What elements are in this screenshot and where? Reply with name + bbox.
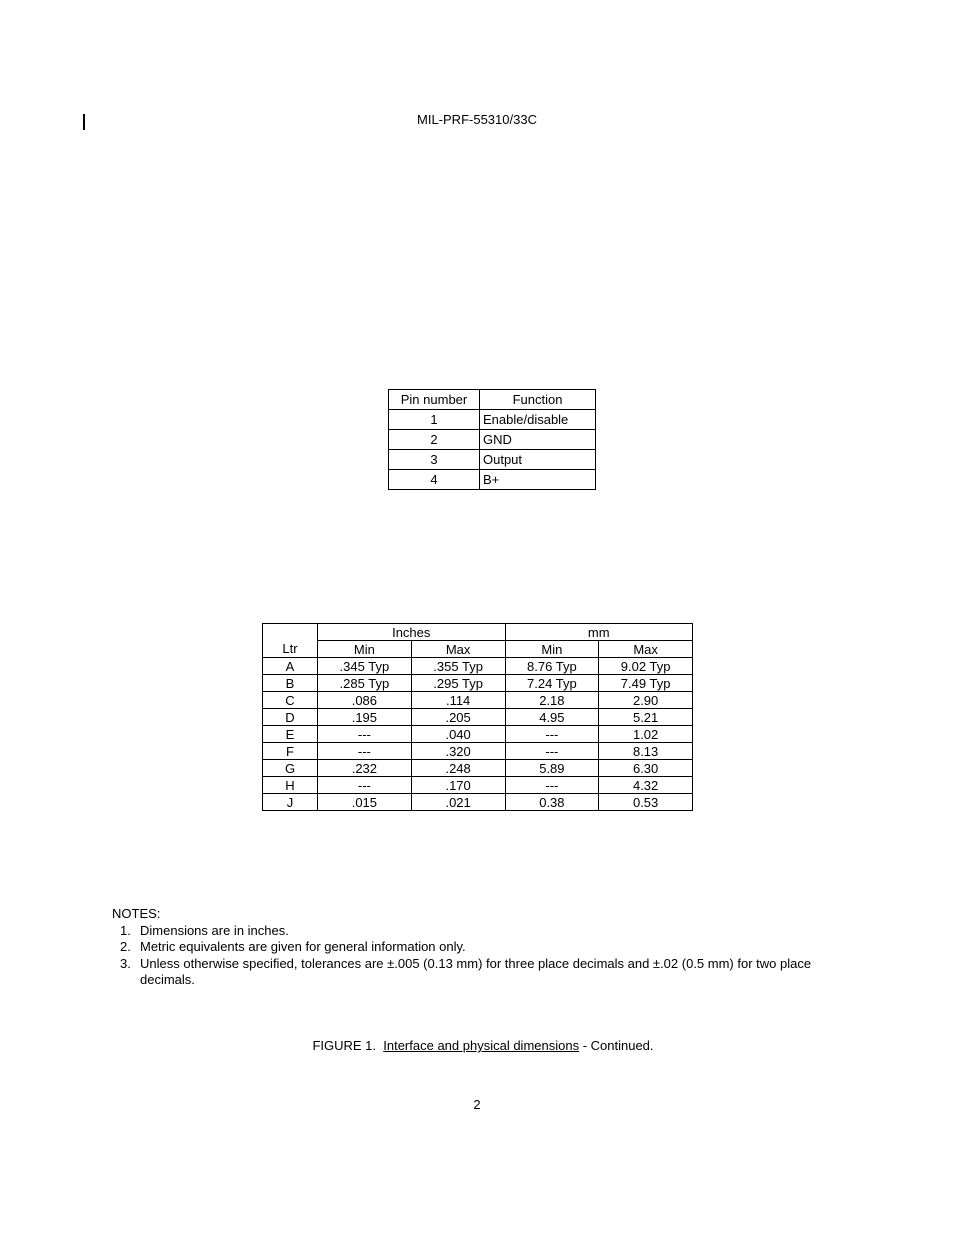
- inches-min-cell: .285 Typ: [318, 675, 412, 692]
- inches-max-cell: .355 Typ: [411, 658, 505, 675]
- pin-function-cell: B+: [480, 470, 596, 490]
- pin-function-table: [388, 389, 596, 490]
- ltr-cell: G: [263, 760, 318, 777]
- note-item: [112, 939, 842, 956]
- inches-min-cell: .345 Typ: [318, 658, 412, 675]
- notes-list: [112, 923, 842, 989]
- note-number: 1.: [120, 922, 131, 938]
- mm-max-cell: 5.21: [599, 709, 693, 726]
- pin-number-cell: 1: [389, 410, 480, 430]
- note-item: [112, 923, 842, 940]
- pin-number-cell: 2: [389, 430, 480, 450]
- mm-min-cell: ---: [505, 743, 599, 760]
- page-number: 2: [473, 1097, 481, 1112]
- mm-min-cell: 0.38: [505, 794, 599, 811]
- table-group-header-row: [263, 624, 693, 641]
- inches-min-cell: .195: [318, 709, 412, 726]
- table-row: [263, 777, 693, 794]
- mm-max-cell: 0.53: [599, 794, 693, 811]
- pin-function-cell: Enable/disable: [480, 410, 596, 430]
- header-mm-min: Min: [505, 641, 599, 658]
- pin-number-cell: 3: [389, 450, 480, 470]
- inches-min-cell: ---: [318, 777, 412, 794]
- mm-max-cell: 1.02: [599, 726, 693, 743]
- inches-min-cell: .086: [318, 692, 412, 709]
- table-row: [263, 692, 693, 709]
- note-number: 2.: [120, 939, 131, 954]
- inches-max-cell: .040: [411, 726, 505, 743]
- ltr-cell: B: [263, 675, 318, 692]
- inches-max-cell: .021: [411, 794, 505, 811]
- ltr-cell: A: [263, 658, 318, 675]
- inches-max-cell: .170: [411, 777, 505, 794]
- table-row: [389, 410, 596, 430]
- table-row: [263, 709, 693, 726]
- header-pin-number: Pin number: [389, 390, 480, 410]
- table-header-row: [389, 390, 596, 410]
- mm-max-cell: 9.02 Typ: [599, 658, 693, 675]
- caption-prefix: FIGURE 1.: [312, 1038, 384, 1053]
- note-text: Unless otherwise specified, tolerances are ±.005 (0.13 mm) for three place decimals and ±.02 (0.5 mm) for two place decimals.: [140, 955, 812, 987]
- document-id: MIL-PRF-55310/33C: [417, 112, 537, 127]
- table-row: [263, 675, 693, 692]
- header-group-inches: Inches: [318, 624, 506, 641]
- table-row: [389, 470, 596, 490]
- note-number: 3.: [120, 955, 131, 971]
- pin-function-cell: GND: [480, 430, 596, 450]
- ltr-cell: E: [263, 726, 318, 743]
- mm-min-cell: ---: [505, 726, 599, 743]
- table-row: [263, 726, 693, 743]
- inches-max-cell: .295 Typ: [411, 675, 505, 692]
- mm-min-cell: 5.89: [505, 760, 599, 777]
- dimensions-table: [262, 623, 693, 811]
- table-row: [263, 743, 693, 760]
- mm-min-cell: 8.76 Typ: [505, 658, 599, 675]
- inches-min-cell: .232: [318, 760, 412, 777]
- caption-suffix: - Continued.: [579, 1038, 654, 1053]
- figure-caption: [0, 1038, 954, 1053]
- note-text: Metric equivalents are given for general information only.: [140, 939, 466, 954]
- mm-max-cell: 8.13: [599, 743, 693, 760]
- table-row: [263, 658, 693, 675]
- dimensions-table-body: [263, 658, 693, 811]
- mm-max-cell: 7.49 Typ: [599, 675, 693, 692]
- ltr-cell: D: [263, 709, 318, 726]
- table-row: [389, 430, 596, 450]
- inches-min-cell: ---: [318, 743, 412, 760]
- table-row: [263, 794, 693, 811]
- table-header-row: [263, 641, 693, 658]
- inches-max-cell: .205: [411, 709, 505, 726]
- notes-heading: NOTES:: [112, 906, 161, 921]
- table-row: [263, 760, 693, 777]
- mm-max-cell: 6.30: [599, 760, 693, 777]
- header-inches-max: Max: [411, 641, 505, 658]
- pin-number-cell: 4: [389, 470, 480, 490]
- mm-min-cell: ---: [505, 777, 599, 794]
- inches-max-cell: .320: [411, 743, 505, 760]
- mm-min-cell: 7.24 Typ: [505, 675, 599, 692]
- mm-max-cell: 4.32: [599, 777, 693, 794]
- header-blank: [263, 624, 318, 641]
- note-text: Dimensions are in inches.: [140, 922, 289, 938]
- mm-min-cell: 2.18: [505, 692, 599, 709]
- caption-title: Interface and physical dimensions: [383, 1038, 580, 1053]
- header-function: Function: [480, 390, 596, 410]
- header-mm-max: Max: [599, 641, 693, 658]
- notes-section: [112, 906, 842, 989]
- pin-function-cell: Output: [480, 450, 596, 470]
- header-ltr: Ltr: [263, 641, 318, 658]
- mm-min-cell: 4.95: [505, 709, 599, 726]
- ltr-cell: C: [263, 692, 318, 709]
- ltr-cell: J: [263, 794, 318, 811]
- header-inches-min: Min: [318, 641, 412, 658]
- inches-min-cell: ---: [318, 726, 412, 743]
- mm-max-cell: 2.90: [599, 692, 693, 709]
- inches-max-cell: .248: [411, 760, 505, 777]
- inches-max-cell: .114: [411, 692, 505, 709]
- ltr-cell: F: [263, 743, 318, 760]
- table-row: [389, 450, 596, 470]
- inches-min-cell: .015: [318, 794, 412, 811]
- note-item: [112, 956, 842, 989]
- ltr-cell: H: [263, 777, 318, 794]
- header-group-mm: mm: [505, 624, 693, 641]
